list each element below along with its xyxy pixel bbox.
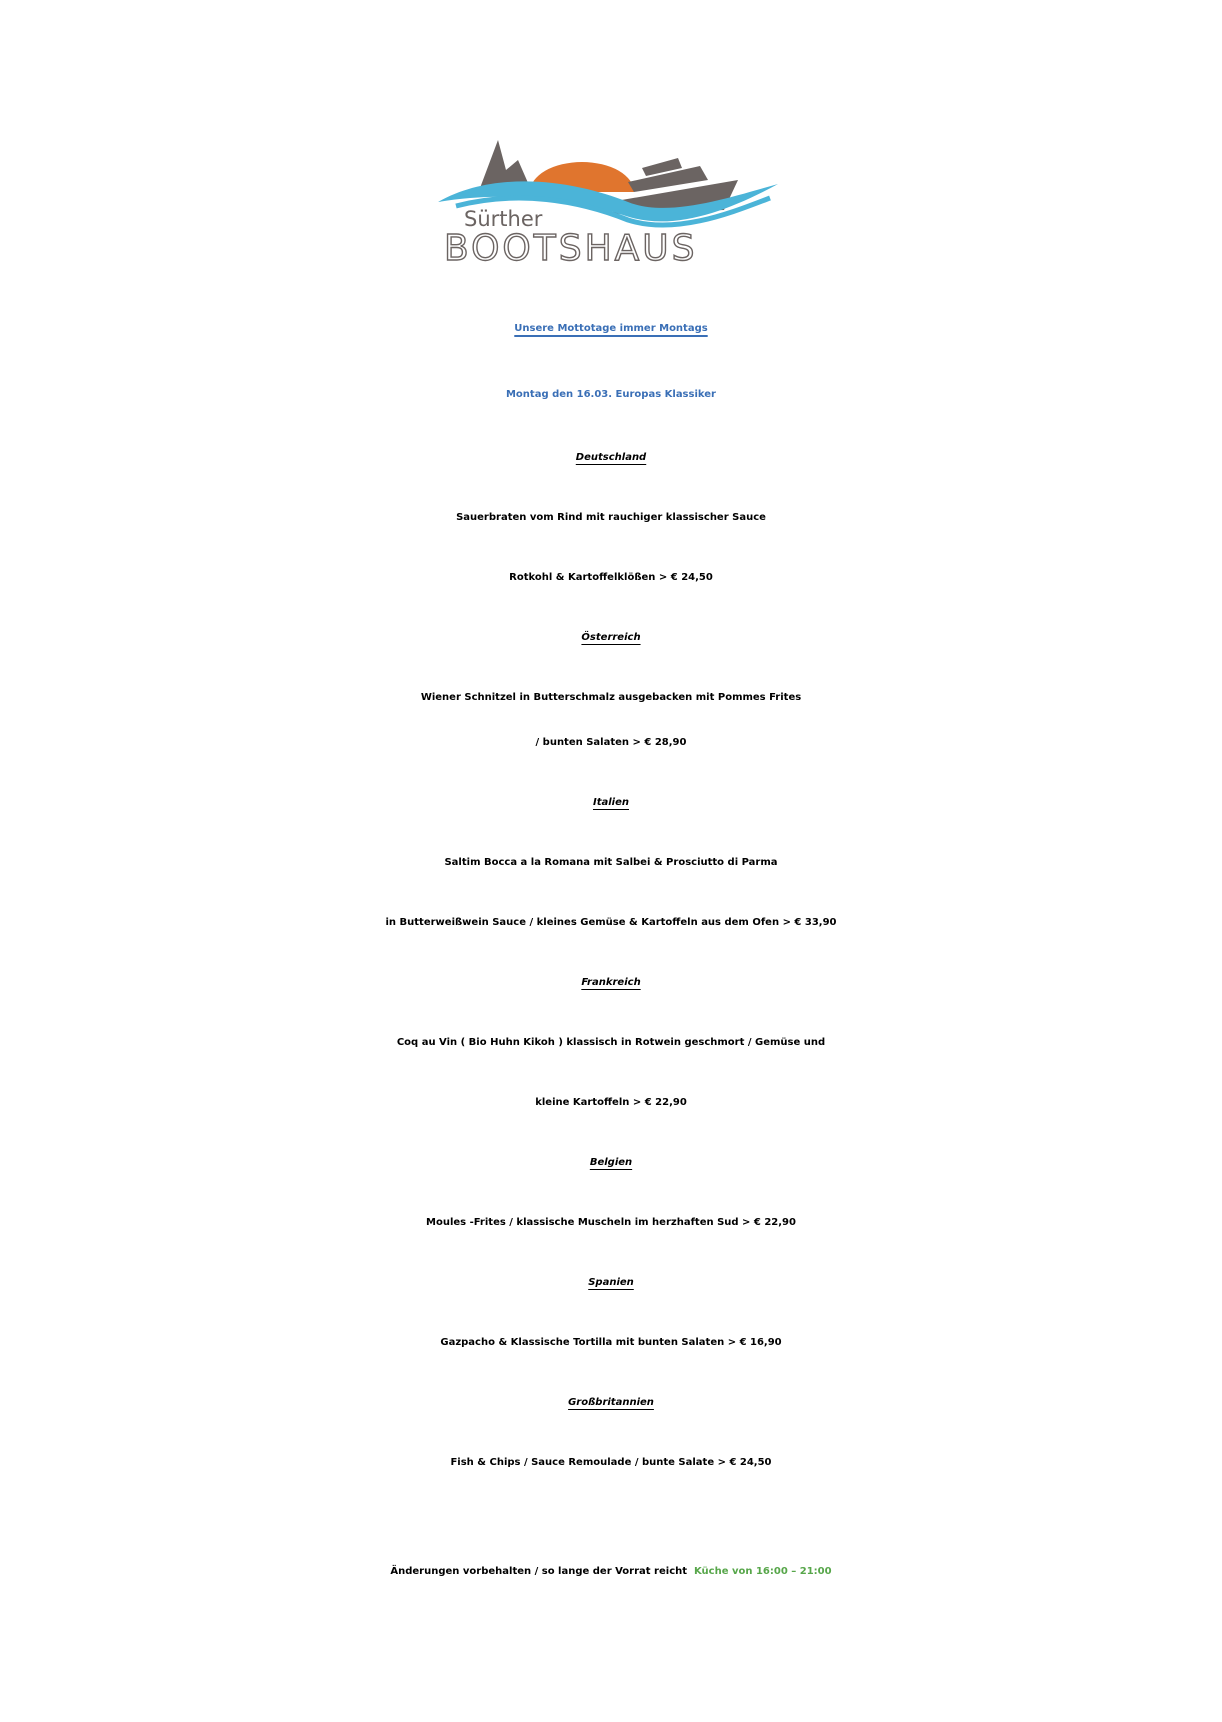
dish-line: Wiener Schnitzel in Butterschmalz ausgebacken mit Pommes Frites xyxy=(420,692,802,703)
logo-text-bottom: BOOTSHAUS xyxy=(444,228,698,265)
logo-text-top: Sürther xyxy=(464,207,543,231)
dish-line: Moules -Frites / klassische Muscheln im herzhaften Sud > € 22,90 xyxy=(426,1217,796,1228)
footer-note xyxy=(0,1566,1222,1577)
section-heading-belgien: Belgien xyxy=(589,1157,633,1168)
section-heading-grossbritannien: Großbritannien xyxy=(568,1397,654,1408)
dish-line: Coq au Vin ( Bio Huhn Kikoh ) klassisch in Rotwein geschmort / Gemüse und xyxy=(396,1037,826,1048)
footer-disclaimer: Änderungen vorbehalten / so lange der Vorrat reicht xyxy=(390,1566,688,1577)
section-heading-spanien: Spanien xyxy=(588,1277,634,1288)
dish-line: Fish & Chips / Sauce Remoulade / bunte Salate > € 24,50 xyxy=(450,1457,772,1468)
dish-line: in Butterweißwein Sauce / kleines Gemüse & Kartoffeln aus dem Ofen > € 33,90 xyxy=(385,917,837,928)
restaurant-logo xyxy=(438,140,778,265)
dish-line: Saltim Bocca a la Romana mit Salbei & Prosciutto di Parma xyxy=(444,857,778,868)
dish-line: kleine Kartoffeln > € 22,90 xyxy=(535,1097,687,1108)
dish-line: Gazpacho & Klassische Tortilla mit bunten Salaten > € 16,90 xyxy=(440,1337,782,1348)
section-heading-oesterreich: Österreich xyxy=(581,632,641,643)
dish-line: Sauerbraten vom Rind mit rauchiger klassischer Sauce xyxy=(456,512,766,523)
kitchen-hours: Küche von 16:00 – 21:00 xyxy=(693,1566,832,1577)
page-subtitle: Montag den 16.03. Europas Klassiker xyxy=(505,389,716,400)
dish-line: Rotkohl & Kartoffelklößen > € 24,50 xyxy=(509,572,713,583)
section-heading-italien: Italien xyxy=(592,797,629,808)
section-heading-deutschland: Deutschland xyxy=(575,452,647,463)
dish-line: / bunten Salaten > € 28,90 xyxy=(535,737,687,748)
page-title: Unsere Mottotage immer Montags xyxy=(514,323,708,334)
logo-graphic xyxy=(438,140,778,265)
section-heading-frankreich: Frankreich xyxy=(581,977,641,988)
